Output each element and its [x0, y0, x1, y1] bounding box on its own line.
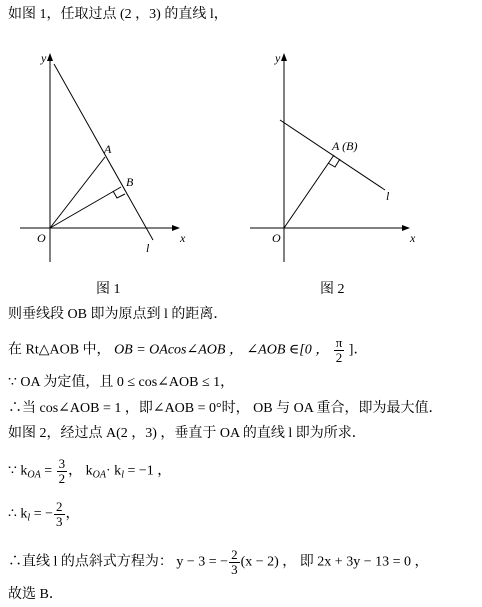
- paragraph-4: ∴当 cos∠AOB = 1 ，即∠AOB = 0°时， OB 与 OA 重合，即为最大值．: [8, 401, 443, 416]
- fig2-label-y: y: [275, 51, 281, 65]
- p7-frac-num: 2: [56, 499, 63, 514]
- p6-k2: ， k: [68, 463, 93, 479]
- p2-frac-den: 2: [335, 350, 343, 365]
- paragraph-8: [8, 548, 428, 577]
- p6-end: = −1 ，: [123, 463, 172, 479]
- fig1-y-arrow: [47, 53, 53, 61]
- p2-formula: OB = OAcos∠AOB ，: [114, 342, 243, 358]
- fig2-label-l: l: [386, 189, 390, 203]
- p6-k: ∵ k: [8, 463, 28, 479]
- fig1-label-x: x: [180, 231, 186, 245]
- p7-k: ∴ k: [8, 506, 28, 522]
- p6-k3: · k: [106, 463, 122, 479]
- p2-text-end: ]．: [348, 342, 368, 358]
- fig2-label-O: O: [272, 231, 281, 245]
- p6-frac-den: 2: [58, 471, 66, 486]
- figure-1: [8, 40, 208, 297]
- paragraph-5: 如图 2，经过点 A(2 ，3) ，垂直于 OA 的直线 l 即为所求．: [8, 426, 366, 441]
- p6-sub: OA: [27, 469, 41, 481]
- fig2-y-arrow: [281, 53, 287, 61]
- fig1-label-y: y: [41, 51, 47, 65]
- fig1-segment-OA: [50, 157, 105, 228]
- p6-fraction: [57, 457, 68, 486]
- p7-end: ，: [65, 506, 80, 522]
- p6-frac-num: 3: [58, 456, 66, 471]
- paragraph-3: ∵ OA 为定值，且 0 ≤ cos∠AOB ≤ 1，: [8, 375, 235, 390]
- fig1-label-A: A: [104, 142, 112, 156]
- fig2-right-angle: [328, 159, 340, 167]
- fig2-label-x: x: [410, 231, 416, 245]
- intro-text: 如图 1，任取过点 (2 ，3) 的直线 l，: [8, 7, 228, 22]
- p8-fraction: [229, 548, 240, 577]
- p8-text-a: ∴直线 l 的点斜式方程为： y − 3 = −: [8, 554, 229, 570]
- p7-sub: l: [27, 512, 31, 524]
- figure-2: [238, 40, 438, 297]
- fig2-line-l: [280, 120, 385, 190]
- paragraph-6: [8, 457, 171, 486]
- p6-eq: =: [40, 463, 56, 479]
- fig1-x-arrow: [172, 225, 180, 231]
- paragraph-1: 则垂线段 OB 即为原点到 l 的距离．: [8, 307, 228, 322]
- p6-sub3: l: [121, 469, 124, 481]
- p2-text-a: 在 Rt△AOB 中，: [8, 342, 111, 358]
- fig1-right-angle: [113, 191, 125, 198]
- paragraph-9: 故选 B．: [8, 587, 63, 602]
- p2-range: ∠AOB ∈[0 ，: [246, 342, 330, 358]
- p7-fraction: [54, 500, 65, 529]
- fig1-label-O: O: [37, 231, 46, 245]
- fig1-caption: 图 1: [96, 282, 121, 297]
- fig2-x-arrow: [402, 225, 410, 231]
- fig2-segment-OA: [284, 155, 334, 228]
- fig1-label-B: B: [126, 175, 134, 189]
- paragraph-2: [8, 336, 367, 365]
- paragraph-7: [8, 500, 80, 529]
- p8-text-b: (x − 2) ， 即 2x + 3y − 13 = 0 ，: [240, 554, 429, 570]
- p6-sub2: OA: [92, 469, 107, 481]
- p2-fraction: [334, 336, 345, 365]
- p8-frac-den: 3: [231, 562, 238, 577]
- p7-eq: = −: [30, 506, 53, 522]
- fig2-label-AB: A (B): [332, 139, 358, 153]
- fig2-caption: 图 2: [320, 282, 345, 297]
- p8-frac-num: 2: [231, 547, 238, 562]
- fig1-segment-OB: [50, 187, 121, 228]
- p7-frac-den: 3: [56, 514, 63, 529]
- p2-frac-num: π: [335, 335, 343, 350]
- fig1-label-l: l: [146, 241, 150, 255]
